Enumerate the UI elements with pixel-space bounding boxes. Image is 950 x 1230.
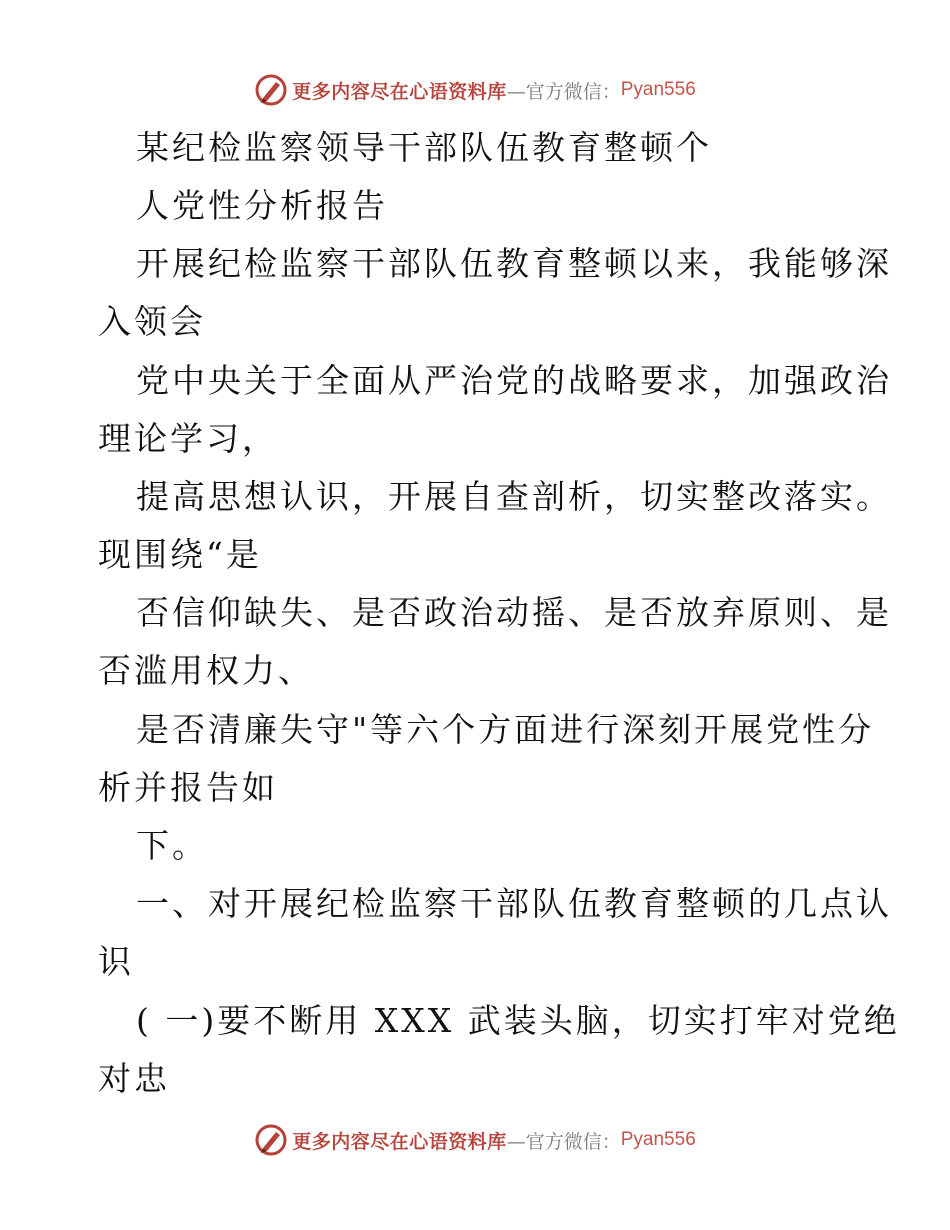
header-site-name: 更多内容尽在心语资料库 (292, 80, 507, 103)
doc-line: 某纪检监察领导干部队伍教育整顿个 (136, 128, 712, 167)
pen-logo-icon (254, 73, 288, 107)
doc-line: 提高思想认识，开展自查剖析，切实整改落实。 (136, 477, 892, 516)
footer-separator: —官方微信： (506, 1130, 621, 1153)
doc-line: 开展纪检监察干部队伍教育整顿以来，我能够深 (136, 244, 892, 283)
doc-line: 现围绕“是 (98, 535, 262, 574)
doc-line: 识 (98, 942, 134, 981)
header-separator: —官方微信： (506, 80, 621, 103)
doc-line: 人党性分析报告 (136, 186, 388, 225)
header-wechat-id: Pyan556 (620, 79, 696, 100)
doc-line: 对忠 (98, 1059, 170, 1098)
pen-logo-icon (254, 1123, 288, 1157)
doc-line: 党中央关于全面从严治党的战略要求，加强政治 (136, 361, 892, 400)
doc-line: 否信仰缺失、是否政治动摇、是否放弃原则、是 (136, 593, 892, 632)
footer-site-name: 更多内容尽在心语资料库 (292, 1130, 507, 1153)
doc-line: 下。 (136, 826, 208, 865)
doc-line: 理论学习， (98, 419, 278, 458)
doc-line: 析并报告如 (98, 768, 278, 807)
footer-wechat-id: Pyan556 (620, 1129, 696, 1150)
doc-line: 否滥用权力、 (98, 651, 314, 690)
doc-line: 一、对开展纪检监察干部队伍教育整顿的几点认 (136, 884, 892, 923)
footer-banner (0, 1122, 950, 1158)
doc-line: ( 一)要不断用 XXX 武装头脑，切实打牢对党绝 (136, 1001, 900, 1040)
header-banner (0, 72, 950, 108)
doc-line: 入领会 (98, 302, 206, 341)
doc-line: 是否清廉失守"等六个方面进行深刻开展党性分 (136, 710, 875, 749)
